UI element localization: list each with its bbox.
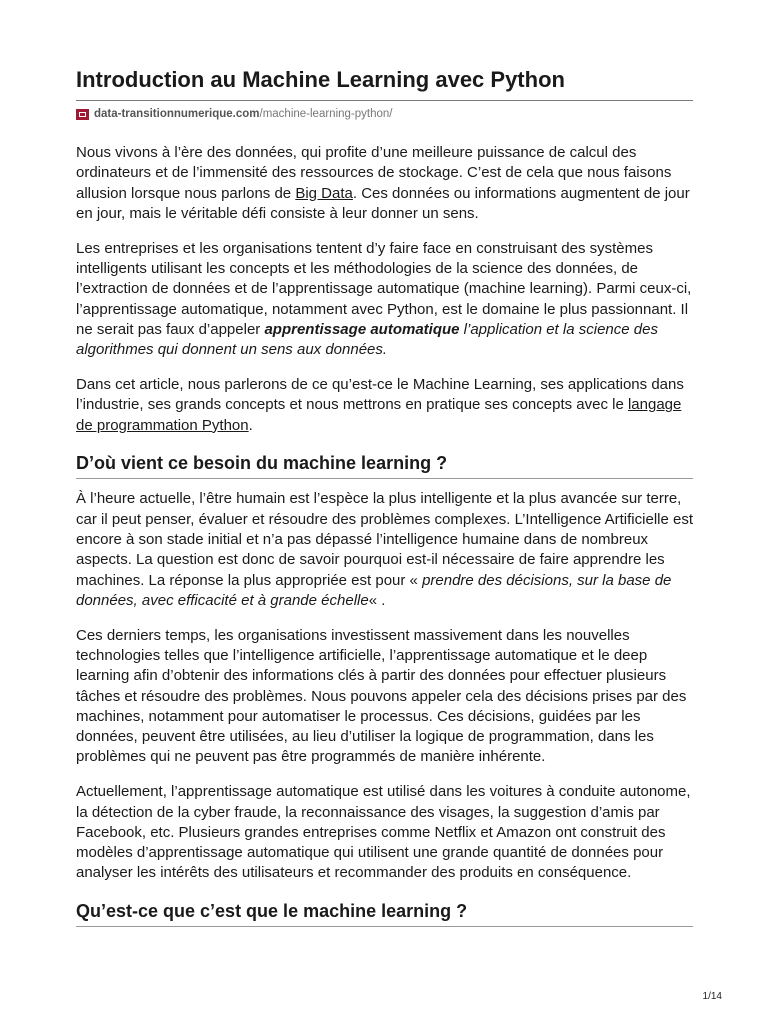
paragraph-2 bbox=[76, 239, 693, 361]
paragraph-1 bbox=[76, 143, 693, 224]
big-data-link[interactable]: Big Data bbox=[295, 184, 353, 202]
section-heading-what-is-ml: Qu’est-ce que c’est que le machine learning ? bbox=[76, 898, 693, 927]
paragraph-2-emphasis: apprentissage automatique bbox=[264, 320, 460, 338]
section-heading-need: D’où vient ce besoin du machine learning ? bbox=[76, 450, 693, 479]
paragraph-4 bbox=[76, 489, 693, 611]
article-body bbox=[76, 143, 693, 937]
paragraph-2-italic: l’application et la science des algorithmes qui donnent un sens aux données. bbox=[76, 320, 658, 359]
site-favicon-icon bbox=[76, 109, 89, 120]
paragraph-1-text-end: . Ces données ou informations augmentent de jour en jour, mais le véritable défi consiste à leur donner un sens. bbox=[76, 184, 690, 222]
source-path[interactable]: /machine-learning-python/ bbox=[259, 108, 393, 120]
paragraph-2-text-start: Les entreprises et les organisations tentent d’y faire face en construisant des systèmes intelligents utilisant les concepts et les méthodologies de la science des données, de l’extraction de données et de l’apprentissage automatique (machine learning). Parmi ceux-ci, l’apprentissage automatique, notamment avec Python, est le domaine le plus passionnant. Il ne serait pas faux d’appeler bbox=[76, 239, 692, 338]
paragraph-4-text-start: À l’heure actuelle, l’être humain est l’espèce la plus intelligente et la plus avancée sur terre, car il peut penser, évaluer et résoudre des problèmes complexes. L’Intelligence Artificielle est encore à son stade initial et n’a pas dépassé l’intelligence humaine dans de nombreux aspects. La question est donc de savoir pourquoi est-il nécessaire de faire apprendre les machines. La réponse la plus appropriée est pour « bbox=[76, 490, 693, 589]
paragraph-4-italic: prendre des décisions, sur la base de données, avec efficacité et à grande échelle bbox=[76, 571, 672, 609]
paragraph-1-text-start: Nous vivons à l’ère des données, qui profite d’une meilleure puissance de calcul des ordinateurs et de l’immensité des ressources de stockage. C’est de cela que nous faisons allusion lorsque nous parlons de bbox=[76, 144, 672, 202]
paragraph-6: Actuellement, l’apprentissage automatique est utilisé dans les voitures à conduite autonome, la détection de la cyber fraude, la reconnaissance des visages, la suggestion d’amis par Facebook, etc. Plusieurs grandes entreprises comme Netflix et Amazon ont construit des modèles d’apprentissage automatique qui utilisent une grande quantité de données pour analyser les intérêts des utilisateurs et recommander des produits en conséquence. bbox=[76, 783, 691, 882]
paragraph-3-text-start: Dans cet article, nous parlerons de ce qu’est-ce le Machine Learning, ses applications dans l’industrie, ses grands concepts et nous mettrons en pratique ses concepts avec le bbox=[76, 375, 684, 414]
page-number: 1/14 bbox=[702, 991, 722, 1002]
paragraph-5: Ces derniers temps, les organisations investissent massivement dans les nouvelles technologies telles que l’intelligence artificielle, l’apprentissage automatique et le deep learning afin d’obtenir des informations clés à partir des données pour effectuer plusieurs tâches et résoudre des problèmes. Nous pouvons appeler cela des décisions prises par des machines, notamment pour automatiser le processus. Ces décisions, guidées par les données, peuvent être utilisées, au lieu d’utiliser la logique de programmation, dans les problèmes qui ne peuvent pas être programmés de manière inhérente. bbox=[76, 626, 687, 766]
paragraph-3-text-end: . bbox=[248, 416, 253, 434]
source-domain[interactable]: data-transitionnumerique.com bbox=[94, 108, 260, 120]
paragraph-3 bbox=[76, 375, 693, 436]
article-title: Introduction au Machine Learning avec Python bbox=[76, 64, 693, 101]
source-url[interactable] bbox=[76, 106, 392, 122]
python-language-link[interactable]: langage de programmation Python bbox=[76, 396, 682, 434]
paragraph-4-text-end: « . bbox=[368, 591, 386, 609]
